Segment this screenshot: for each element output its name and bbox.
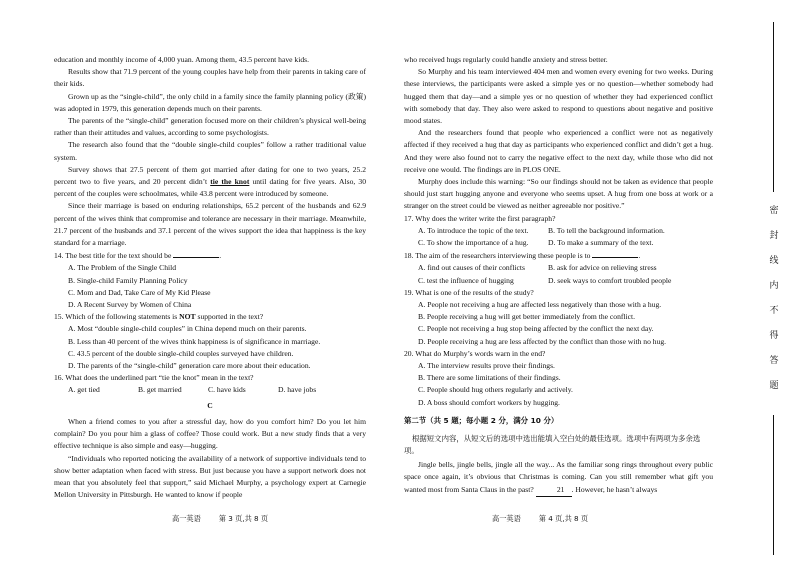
option: A. find out causes of their conflicts — [418, 263, 525, 273]
option: B. Less than 40 percent of the wives think happiness is of significance in marriage. — [68, 336, 321, 346]
option: B. There are some limitations of their findings. — [418, 373, 561, 383]
paragraph-jingle — [404, 459, 713, 497]
question-16: 16. What does the underlined part “tie the knot” mean in the text? — [54, 373, 254, 383]
option: A. The Problem of the Single Child — [68, 263, 177, 273]
question-14 — [54, 249, 366, 262]
option: B. People receiving a hug will get better immediately from the conflict. — [418, 312, 635, 322]
option: A. People not receiving a hug are affected less negatively than those with a hug. — [418, 300, 662, 310]
option: C. Mom and Dad, Take Care of My Kid Please — [68, 287, 211, 297]
text: Survey shows that 27.5 percent of them got married after dating for one to two years, 25.2 percent two to five years, and 20 percent didn’t — [54, 164, 366, 187]
option: D. The parents of the “single-child” generation care more about their education. — [68, 361, 311, 371]
paragraph: And the researchers found that people who experienced a conflict were not as negatively affected if they received a hug that day as participants who experienced conflict and didn’t get a hug. And they were also found not to carry the negative effect to the next day, while those who did not receive one would. The findings are in PLOS ONE. — [404, 128, 713, 174]
option: D. A boss should comfort workers by hugging. — [418, 397, 560, 407]
options-row — [404, 225, 713, 237]
option: C. 43.5 percent of the double single-child couples surveyed have children. — [68, 348, 294, 358]
answer-blank-21: 21 — [536, 484, 572, 497]
options-row — [404, 237, 713, 249]
option: C. have kids — [208, 385, 246, 395]
question-text: 15. Which of the following statements is — [54, 312, 180, 322]
options-row — [404, 275, 713, 287]
emphasis-not: NOT — [179, 312, 196, 322]
option: A. To introduce the topic of the text. — [418, 225, 529, 235]
seal-char: 内 — [769, 281, 779, 291]
question-text: supported in the text? — [195, 312, 264, 322]
paragraph: education and monthly income of 4,000 yuan. Among them, 43.5 percent have kids. — [54, 55, 309, 64]
option: B. Single-child Family Planning Policy — [68, 275, 188, 285]
page-footer-right — [492, 514, 606, 524]
footer-page-number: 第 4 页,共 8 页 — [538, 514, 589, 523]
answer-blank — [592, 249, 641, 261]
paragraph: Grown up as the “single-child”, the only child in a family since the family planning policy (政策) was adopted in 1979, this generation depends much on their parents. — [54, 91, 366, 113]
right-page-column — [404, 54, 713, 497]
option: C. People not receiving a hug stop being affected by the conflict the next day. — [418, 324, 654, 334]
option: C. People should hug others regularly and actively. — [418, 385, 573, 395]
footer-page-number: 第 3 页,共 8 页 — [218, 514, 269, 523]
left-page-column — [54, 54, 366, 501]
paragraph: “Individuals who reported noticing the availability of a network of supportive individuals tend to show better adaptation when faced with stress. But just because you have a support network does not mean that you absolutely feel that support,” said Michael Murphy, a psychology expert at Carnegie Mellon University in Pittsburgh. He wanted to know if people — [54, 453, 366, 500]
paragraph: who received hugs regularly could handle anxiety and stress better. — [404, 55, 608, 64]
option: B. ask for advice on relieving stress — [548, 263, 657, 273]
seal-line-text — [767, 205, 781, 405]
option: D. have jobs — [278, 385, 317, 395]
paragraph: The parents of the “single-child” generation focused more on their children’s physical well-being rather than their attitudes and values, according to some psychologists. — [54, 116, 366, 138]
options-row — [404, 262, 713, 274]
question-17: 17. Why does the writer write the first paragraph? — [404, 213, 556, 223]
option: A. Most “double single-child couples” in China depend much on their parents. — [68, 324, 307, 334]
option: D. A Recent Survey by Women of China — [68, 300, 192, 310]
option: A. get tied — [68, 385, 100, 395]
underlined-phrase: tie the knot — [210, 177, 250, 187]
option: A. The interview results prove their findings. — [418, 361, 555, 371]
paragraph: The research also found that the “double single-child couples” follow a rather traditional value system. — [54, 140, 366, 162]
part-heading: 第二节（共 5 题；每小题 2 分，满分 10 分） — [404, 415, 559, 425]
question-text: 18. The aim of the researchers interviewing these people is to — [404, 251, 591, 261]
paragraph: So Murphy and his team interviewed 404 men and women every evening for two weeks. During these interviews, the participants were asked a simple yes or no question—whether somebody had hugged them that day—and a simple yes or no question of whether they had experienced conflict with somebody that day. They also were asked to respond to questions about negative and positive mood states. — [404, 67, 713, 126]
option: C. test the influence of hugging — [418, 275, 514, 285]
option: B. To tell the background information. — [548, 225, 665, 235]
paragraph: When a friend comes to you after a stressful day, how do you comfort him? Do you let him complain? Do you pour him a glass of coffee? Those could work. But a new study finds that a very effective technique is also simple and easy—hugging. — [54, 416, 366, 451]
section-heading: C — [207, 400, 213, 410]
paragraph: Murphy does include this warning: “So our findings should not be taken as evidence that people should just start hugging anyone and everyone who seems upset. A hug from one boss at work or a stranger on the street could be viewed as neither agreeable nor positive.” — [404, 177, 713, 211]
seal-char: 不 — [769, 306, 779, 316]
option: B. get married — [138, 385, 182, 395]
question-20: 20. What do Murphy’s words warn in the end? — [404, 348, 546, 358]
question-text: 14. The best title for the text should be — [54, 251, 172, 261]
question-18 — [404, 249, 713, 262]
option: D. seek ways to comfort troubled people — [548, 275, 672, 285]
question-end: . — [219, 251, 222, 261]
seal-line-bottom — [773, 415, 774, 555]
seal-line-margin — [760, 0, 786, 561]
paragraph: Since their marriage is based on enduring relationships, 65.2 percent of the husbands and 62.9 percent of the wives think that compromise and tolerance are necessary in their marriage. Meanwhile, 21.7 percent of the husbands and 37.1 percent of the wives support the idea that happiness is the key standard for a marriage. — [54, 201, 366, 248]
answer-blank — [173, 249, 222, 261]
text: Jingle bells, jingle bells, jingle all the way... As the familiar song rings throughout every public space once again, it’s obvious that Christmas is coming. Can you still remember what gift you wanted most from Santa Claus in the past? — [404, 460, 713, 494]
seal-char: 封 — [769, 231, 779, 241]
instructions: 根据短文内容，从短文后的选项中选出能填入空白处的最佳选项。选项中有两项为多余选项。 — [404, 434, 701, 456]
question-15 — [54, 311, 366, 323]
option: C. To show the importance of a hug. — [418, 238, 529, 248]
seal-char: 得 — [769, 331, 779, 341]
text: until dating for five years. Also, 30 percent of the couples were schoolmates, while 43.8 percent were introduced by someone. — [54, 177, 367, 199]
option: D. People receiving a hug are less affected by the conflict than those with no hug. — [418, 336, 667, 346]
paragraph-tie-the-knot — [54, 164, 366, 201]
footer-subject: 高一英语 — [492, 514, 521, 523]
question-end: . — [638, 251, 641, 261]
seal-char: 答 — [769, 356, 779, 366]
question-19: 19. What is one of the results of the study? — [404, 287, 534, 297]
seal-char: 线 — [769, 256, 779, 266]
footer-subject: 高一英语 — [172, 514, 201, 523]
options-row — [54, 384, 366, 396]
seal-char: 密 — [769, 206, 779, 216]
seal-char: 题 — [769, 381, 779, 391]
option: D. To make a summary of the text. — [548, 238, 654, 248]
paragraph: Results show that 71.9 percent of the young couples have help from their parents in taking care of their kids. — [54, 67, 366, 89]
page-footer-left — [172, 514, 286, 524]
seal-line-top — [773, 22, 774, 192]
text: . However, he hasn’t always — [571, 484, 658, 494]
